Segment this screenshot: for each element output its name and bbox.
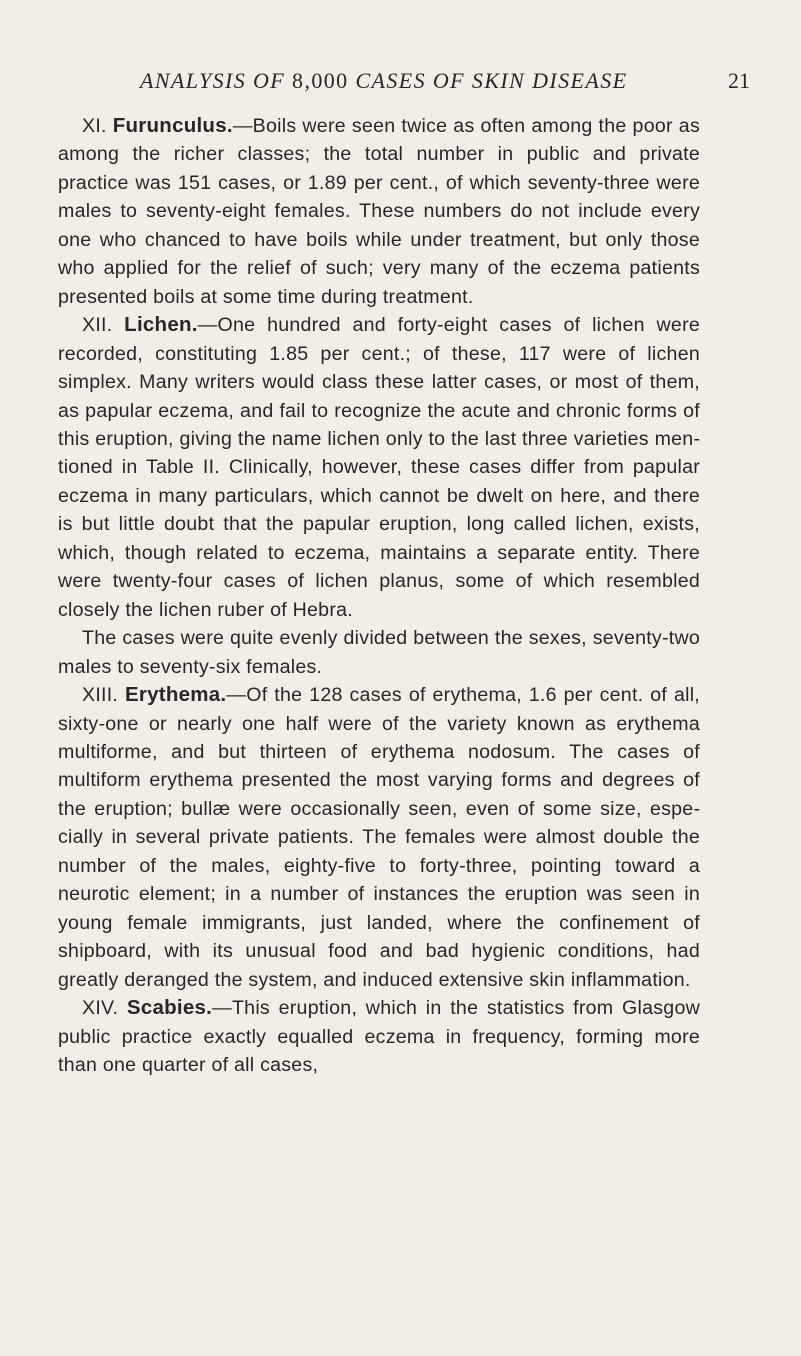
body-text (58, 112, 700, 1079)
paragraph-lichen-sexes (58, 624, 700, 681)
paragraph-furunculus (58, 112, 700, 311)
paragraph-scabies (58, 994, 700, 1079)
running-head (60, 68, 750, 102)
paragraph-text: —Boils were seen twice as often among the poor as among the richer classes; the total number in public and private practice was 151 cases, or 1.89 per cent., of which seventy-three were males to seventy-eight females. These numbers do not include every one who chanced to have boils while under treatment, but only those who applied for the relief of such; very many of the eczema patients presented boils at some time during treatment. (58, 115, 700, 308)
paragraph-text: —This eruption, which in the statistics from Glasgow public practice exactly equalled eczema in frequency, forming more than one quarter of all cases, (58, 997, 700, 1076)
section-number: XIII. (82, 684, 119, 707)
section-heading-furunculus: Furunculus. (112, 114, 233, 137)
section-number: XII. (82, 314, 113, 337)
running-title-suffix: CASES OF SKIN DISEASE (348, 68, 628, 93)
section-number: XIV. (82, 997, 119, 1020)
section-heading-lichen: Lichen. (124, 313, 198, 337)
running-title-prefix: ANALYSIS OF (140, 68, 293, 93)
section-number: XI. (82, 115, 107, 137)
page-number: 21 (728, 68, 750, 93)
paragraph-text: —Of the 128 cases of erythema, 1.6 per cent. of all, sixty-one or nearly one half were of the variety known as erythema multiforme, and but thirteen of erythema nodosum. The cases of multiform erythema presented the most varying forms and degrees of the eruption; bullæ were occasionally seen, even of some size, especially in several private patients. The females were almost double the number of the males, eighty-five to forty-three, pointing toward a neurotic element; in a number of instances the eruption was seen in young female immigrants, just landed, where the confinement of shipboard, with its unusual food and bad hygienic conditions, had greatly deranged the system, and induced extensive skin inflammation. (58, 684, 700, 991)
section-heading-scabies: Scabies. (126, 996, 213, 1020)
paragraph-erythema (58, 681, 700, 994)
paragraph-text: The cases were quite evenly divided between the sexes, seventy-two males to seventy-six females. (58, 627, 700, 678)
section-heading-erythema: Erythema. (125, 683, 227, 707)
paragraph-text: —One hundred and forty-eight cases of lichen were recorded, constituting 1.85 per cent.; of these, 117 were of lichen simplex. Many writers would class these latter cases, or most of them, as papular eczema, and fail to recognize the acute and chronic forms of this eruption, giving the name lichen only to the last three varieties mentioned in Table II. Clinically, however, these cases differ from papular eczema in many particulars, which cannot be dwelt on here, and there is but little doubt that the papular eruption, long called lichen, exists, which, though related to eczema, maintains a separate entity. There were twenty-four cases of lichen planus, some of which resembled closely the lichen ruber of Hebra. (58, 314, 700, 621)
running-title-number: 8,000 (292, 68, 349, 93)
paragraph-lichen (58, 311, 700, 624)
running-title (140, 68, 627, 94)
